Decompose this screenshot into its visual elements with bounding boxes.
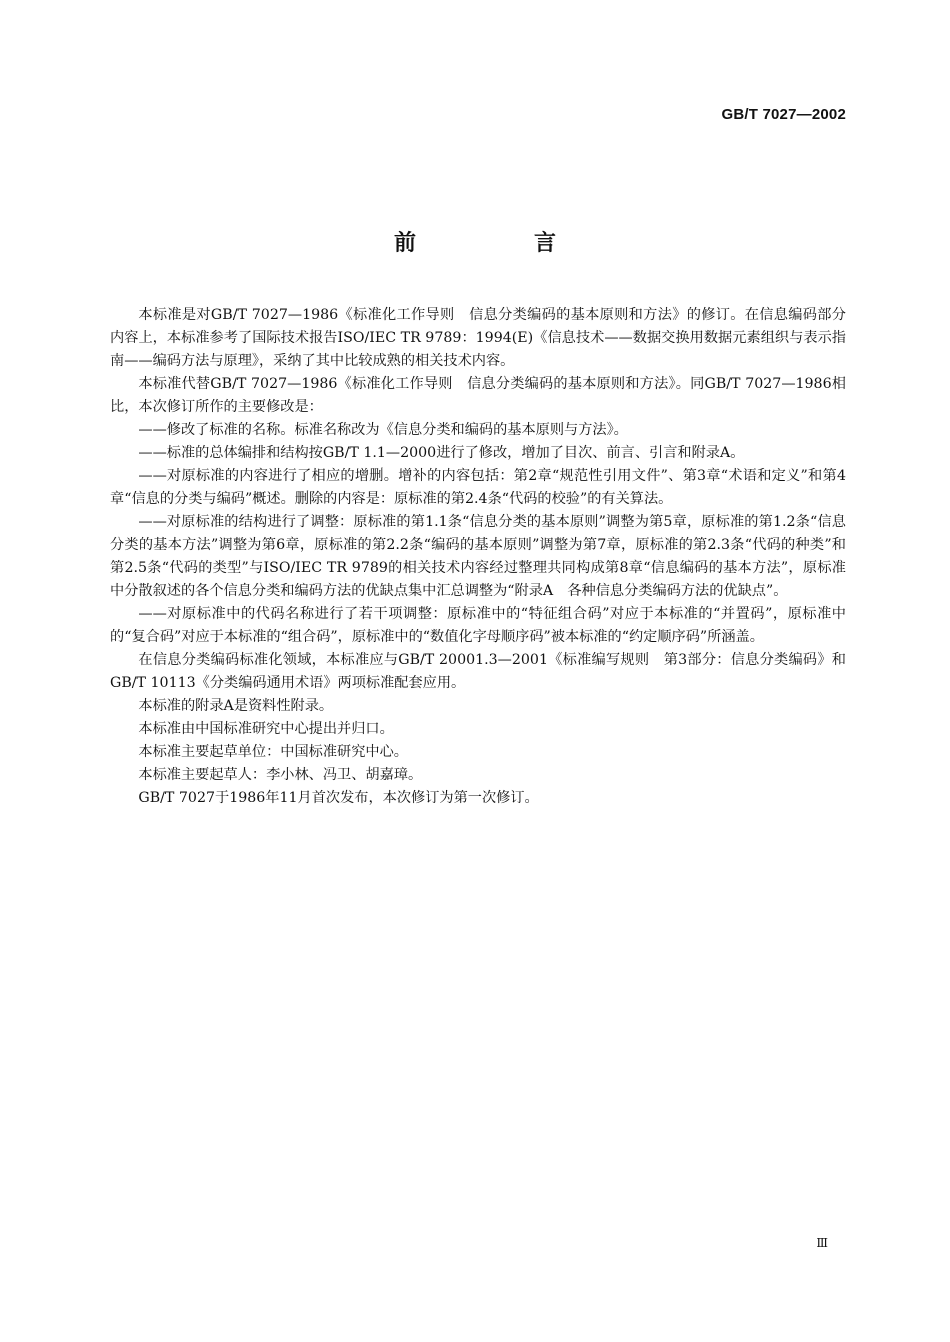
page-title: 前 言 — [393, 231, 604, 256]
standard-code: GB/T 7027—2002 — [721, 106, 846, 123]
paragraph-revision-intro: 本标准是对GB/T 7027—1986《标准化工作导则 信息分类编码的基本原则和方法》的修订。在信息编码部分内容上，本标准参考了国际技术报告ISO/IEC TR 9789：1994(E)《信息技术——数据交换用数据元素组织与表示指南——编码方法与原理》，采纳了其中比较成熟的相关技术内容。 — [110, 307, 846, 369]
paragraph-history: GB/T 7027于1986年11月首次发布，本次修订为第一次修订。 — [138, 790, 539, 806]
paragraph-change-code-names: ——对原标准中的代码名称进行了若干项调整：原标准中的“特征组合码”对应于本标准的“并置码”，原标准中的“复合码”对应于本标准的“组合码”，原标准中的“数值化字母顺序码”被本标准的“约定顺序码”所涵盖。 — [110, 606, 846, 645]
paragraph-related-standards: 在信息分类编码标准化领域，本标准应与GB/T 20001.3—2001《标准编写规则 第3部分：信息分类编码》和GB/T 10113《分类编码通用术语》两项标准配套应用。 — [110, 652, 846, 691]
paragraph-change-name: ——修改了标准的名称。标准名称改为《信息分类和编码的基本原则与方法》。 — [138, 422, 628, 438]
paragraph-drafters: 本标准主要起草人：李小林、冯卫、胡嘉璋。 — [138, 767, 423, 783]
foreword-body — [110, 304, 846, 810]
paragraph-proposer: 本标准由中国标准研究中心提出并归口。 — [138, 721, 394, 737]
paragraph-replaces: 本标准代替GB/T 7027—1986《标准化工作导则 信息分类编码的基本原则和方法》。同GB/T 7027—1986相比，本次修订所作的主要修改是： — [110, 376, 846, 415]
page-number: Ⅲ — [816, 1236, 828, 1250]
paragraph-drafting-unit: 本标准主要起草单位：中国标准研究中心。 — [138, 744, 408, 760]
paragraph-change-content: ——对原标准的内容进行了相应的增删。增补的内容包括：第2章“规范性引用文件”、第3章“术语和定义”和第4章“信息的分类与编码”概述。删除的内容是：原标准的第2.4条“代码的校验”的有关算法。 — [110, 468, 846, 507]
paragraph-annex: 本标准的附录A是资料性附录。 — [138, 698, 334, 714]
paragraph-change-chapters: ——对原标准的结构进行了调整：原标准的第1.1条“信息分类的基本原则”调整为第5章，原标准的第1.2条“信息分类的基本方法”调整为第6章，原标准的第2.2条“编码的基本原则”调整为第7章，原标准的第2.3条“代码的种类”和第2.5条“代码的类型”与ISO/IEC TR 9789的相关技术内容经过整理共同构成第8章“信息编码的基本方法”，原标准中分散叙述的各个信息分类和编码方法的优缺点集中汇总调整为“附录A 各种信息分类编码方法的优缺点”。 — [110, 514, 846, 599]
paragraph-change-structure: ——标准的总体编排和结构按GB/T 1.1—2000进行了修改，增加了目次、前言、引言和附录A。 — [138, 445, 745, 461]
